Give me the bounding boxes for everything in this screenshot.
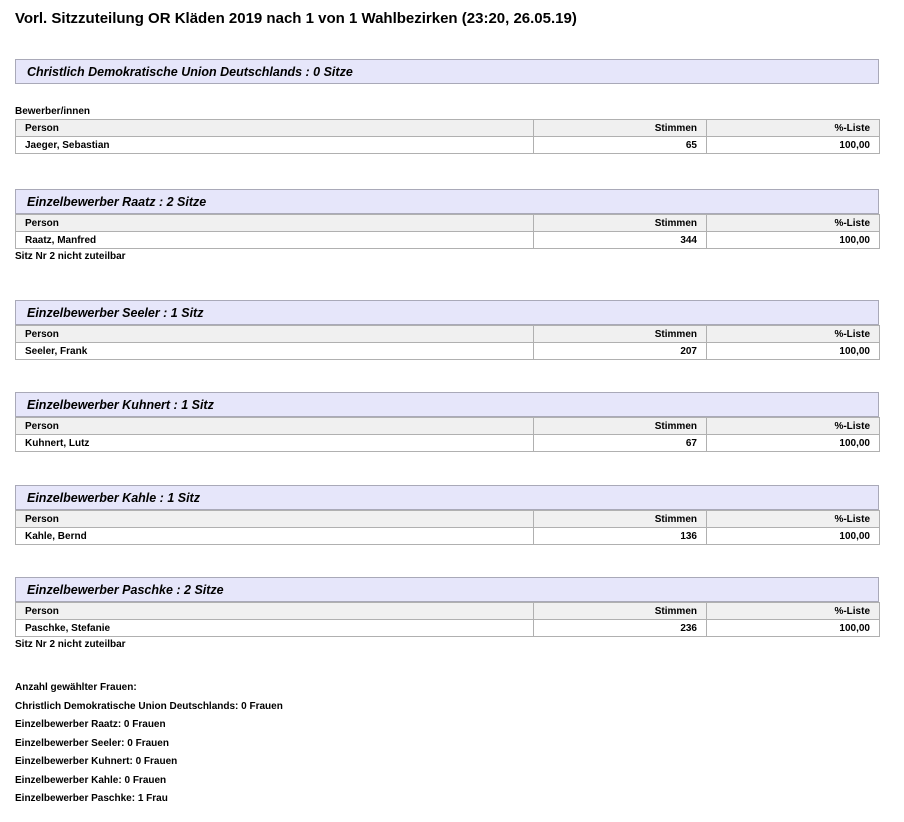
party-header: Einzelbewerber Kuhnert : 1 Sitz bbox=[15, 392, 879, 417]
candidate-table bbox=[15, 119, 880, 154]
party-header: Einzelbewerber Paschke : 2 Sitze bbox=[15, 577, 879, 602]
party-header: Einzelbewerber Seeler : 1 Sitz bbox=[15, 300, 879, 325]
cell-person: Kahle, Bernd bbox=[16, 528, 534, 545]
col-person: Person bbox=[16, 418, 534, 435]
party-block-raatz bbox=[15, 189, 879, 265]
cell-liste: 100,00 bbox=[707, 435, 880, 452]
party-header: Einzelbewerber Kahle : 1 Sitz bbox=[15, 485, 879, 510]
col-person: Person bbox=[16, 215, 534, 232]
cell-liste: 100,00 bbox=[707, 528, 880, 545]
cell-liste: 100,00 bbox=[707, 343, 880, 360]
party-block-cdu bbox=[15, 59, 879, 154]
cell-stimmen: 236 bbox=[534, 620, 707, 637]
table-header-row bbox=[16, 418, 880, 435]
cell-person: Jaeger, Sebastian bbox=[16, 137, 534, 154]
page-title: Vorl. Sitzzuteilung OR Kläden 2019 nach 1 von 1 Wahlbezirken (23:20, 26.05.19) bbox=[15, 10, 577, 27]
women-line: Christlich Demokratische Union Deutschlands: 0 Frauen bbox=[15, 700, 283, 712]
table-header-row bbox=[16, 511, 880, 528]
table-row bbox=[16, 528, 880, 545]
table-row bbox=[16, 620, 880, 637]
party-block-kahle bbox=[15, 485, 879, 545]
women-line: Einzelbewerber Paschke: 1 Frau bbox=[15, 793, 168, 804]
col-stimmen: Stimmen bbox=[534, 603, 707, 620]
cell-stimmen: 65 bbox=[534, 137, 707, 154]
table-header-row bbox=[16, 120, 880, 137]
table-row bbox=[16, 343, 880, 360]
women-heading: Anzahl gewählter Frauen: bbox=[15, 682, 137, 693]
party-block-kuhnert bbox=[15, 392, 879, 452]
cell-stimmen: 136 bbox=[534, 528, 707, 545]
col-liste: %-Liste bbox=[707, 418, 880, 435]
col-person: Person bbox=[16, 120, 534, 137]
women-line: Einzelbewerber Seeler: 0 Frauen bbox=[15, 737, 169, 749]
cell-stimmen: 207 bbox=[534, 343, 707, 360]
col-stimmen: Stimmen bbox=[534, 120, 707, 137]
col-liste: %-Liste bbox=[707, 120, 880, 137]
table-row bbox=[16, 232, 880, 249]
col-person: Person bbox=[16, 326, 534, 343]
col-stimmen: Stimmen bbox=[534, 418, 707, 435]
col-stimmen: Stimmen bbox=[534, 215, 707, 232]
cell-liste: 100,00 bbox=[707, 232, 880, 249]
table-header-row bbox=[16, 215, 880, 232]
col-liste: %-Liste bbox=[707, 215, 880, 232]
party-block-paschke bbox=[15, 577, 879, 653]
cell-stimmen: 67 bbox=[534, 435, 707, 452]
women-line: Einzelbewerber Kuhnert: 0 Frauen bbox=[15, 756, 178, 767]
seat-note: Sitz Nr 2 nicht zuteilbar bbox=[15, 251, 126, 262]
col-person: Person bbox=[16, 511, 534, 528]
col-stimmen: Stimmen bbox=[534, 326, 707, 343]
women-line: Einzelbewerber Raatz: 0 Frauen bbox=[15, 719, 166, 730]
cell-person: Kuhnert, Lutz bbox=[16, 435, 534, 452]
table-row bbox=[16, 137, 880, 154]
col-stimmen: Stimmen bbox=[534, 511, 707, 528]
party-header: Christlich Demokratische Union Deutschlands : 0 Sitze bbox=[15, 59, 879, 84]
col-liste: %-Liste bbox=[707, 511, 880, 528]
party-header: Einzelbewerber Raatz : 2 Sitze bbox=[15, 189, 879, 214]
cell-liste: 100,00 bbox=[707, 620, 880, 637]
women-summary bbox=[15, 679, 283, 809]
table-header-row bbox=[16, 603, 880, 620]
cell-stimmen: 344 bbox=[534, 232, 707, 249]
candidate-table bbox=[15, 510, 880, 545]
cell-person: Seeler, Frank bbox=[16, 343, 534, 360]
col-liste: %-Liste bbox=[707, 326, 880, 343]
cell-person: Raatz, Manfred bbox=[16, 232, 534, 249]
col-person: Person bbox=[16, 603, 534, 620]
candidate-table bbox=[15, 417, 880, 452]
women-line: Einzelbewerber Kahle: 0 Frauen bbox=[15, 774, 167, 786]
cell-person: Paschke, Stefanie bbox=[16, 620, 534, 637]
candidate-table bbox=[15, 325, 880, 360]
col-liste: %-Liste bbox=[707, 603, 880, 620]
party-block-seeler bbox=[15, 300, 879, 360]
candidate-table bbox=[15, 602, 880, 637]
candidates-label: Bewerber/innen bbox=[15, 106, 91, 117]
candidate-table bbox=[15, 214, 880, 249]
seat-note: Sitz Nr 2 nicht zuteilbar bbox=[15, 639, 126, 650]
table-row bbox=[16, 435, 880, 452]
table-header-row bbox=[16, 326, 880, 343]
cell-liste: 100,00 bbox=[707, 137, 880, 154]
